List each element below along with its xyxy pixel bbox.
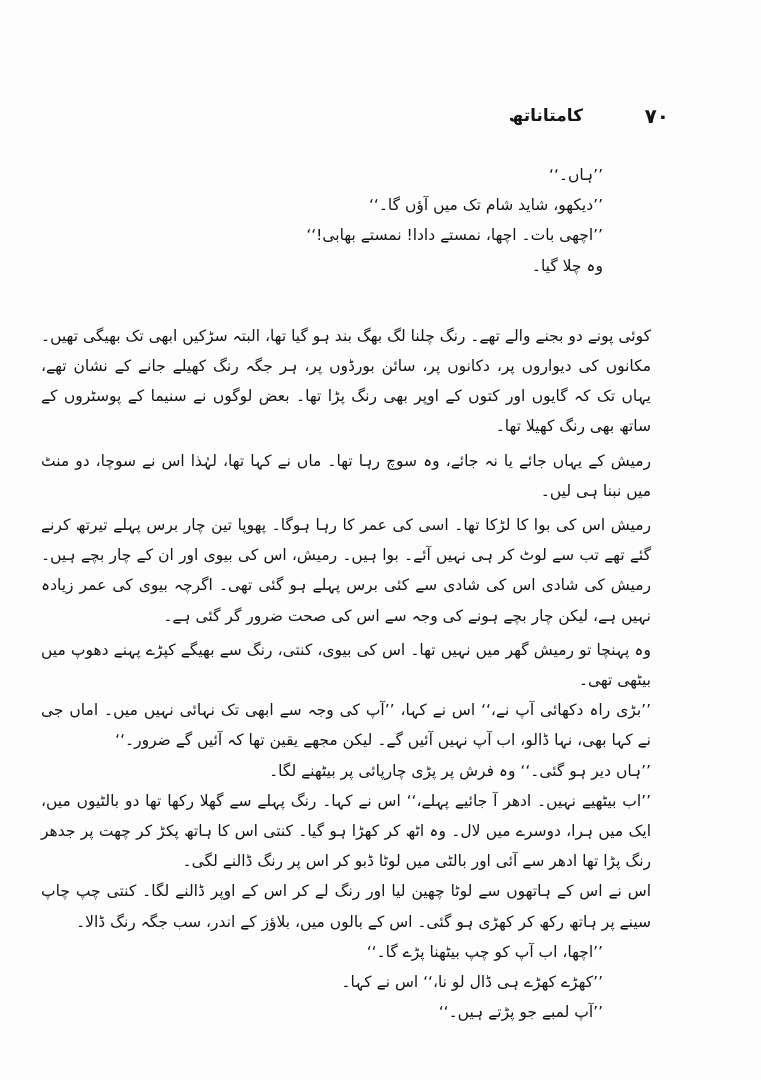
page-body — [41, 160, 651, 1027]
dialogue-line: ’’اچھی بات۔ اچھا، نمستے دادا! نمستے بھابی!‘‘ — [306, 226, 603, 245]
dialogue-line: ’’دیکھو، شاید شام تک میں آؤں گا۔‘‘ — [369, 196, 603, 215]
page-number: ۷۰ — [644, 104, 669, 128]
paragraph: رمیش کے یہاں جائے یا نہ جائے، وہ سوچ رہا تھا۔ ماں نے کہا تھا، لہٰذا اس نے سوچا، دو منٹ میں نبنا ہی لیں۔ — [41, 451, 651, 500]
dialogue-line: ’’کھڑے کھڑے ہی ڈال لو نا،‘‘ اس نے کہا۔ — [341, 973, 603, 992]
paragraph: ’’اب بیٹھیے نہیں۔ ادھر آ جائیے پہلے،‘‘ اس نے کہا۔ رنگ پہلے سے گھلا رکھا تھا دو بالٹیوں میں، ایک میں ہرا، دوسرے میں لال۔ وہ اٹھ کر کھڑا ہو گیا۔ کنتی اس کا ہاتھ پکڑ کر چھت پر جدھر رنگ پڑا تھا ادھر سے آئی اور بالٹی میں لوٹا ڈبو کر اس پر رنگ ڈالنے لگی۔ — [41, 791, 651, 871]
dialogue-line: ’’آپ لمبے جو پڑتے ہیں۔‘‘ — [438, 1003, 603, 1022]
running-title: کامتاناتھ — [508, 106, 583, 126]
paragraph: اس نے اس کے ہاتھوں سے لوٹا چھین لیا اور رنگ لے کر اس کے اوپر ڈالنے لگا۔ کنتی چپ چاپ سینے پر ہاتھ رکھ کر کھڑی ہو گئی۔ اس کے بالوں میں، بلاؤز کے اندر، سب جگہ رنگ ڈالا۔ — [41, 882, 651, 931]
dialogue-line: ’’اچھا، اب آپ کو چپ بیٹھنا پڑے گا۔‘‘ — [366, 942, 603, 961]
paragraph: رمیش اس کی بوا کا لڑکا تھا۔ اسی کی عمر کا رہا ہوگا۔ پھوپا تین چار برس پہلے تیرتھ کرنے گئے تھے تب سے لوٹ کر ہی نہیں آئے۔ بوا ہیں۔ رمیش، اس کی بیوی اور ان کے چار بچے ہیں۔ رمیش کی شادی اس کی شادی سے کئی برس پہلے ہو گئی تھی۔ اگرچہ بیوی کی عمر زیادہ نہیں ہے، لیکن چار بچے ہونے کی وجہ سے اس کی صحت ضرور گر گئی ہے۔ — [41, 516, 651, 625]
narration-line: وہ چلا گیا۔ — [531, 256, 603, 275]
paragraph: ’’ہاں دیر ہو گئی۔‘‘ وہ فرش پر پڑی چارپائی پر بیٹھنے لگا۔ — [269, 761, 651, 780]
page-header — [0, 104, 761, 134]
paragraph: کوئی پونے دو بجنے والے تھے۔ رنگ چلنا لگ بھگ بند ہو گیا تھا، البتہ سڑکیں ابھی تک بھیگی تھیں۔ مکانوں کی دیواروں پر، دکانوں پر، سائن بورڈوں پر، ہر جگہ رنگ کھیلے جانے کے نشان تھے، یہاں تک کہ گایوں اور کتوں کے اوپر بھی رنگ پڑا تھا۔ بعض لوگوں نے سنیما کے پوسٹروں کے ساتھ بھی رنگ کھیلا تھا۔ — [41, 326, 651, 436]
paragraph: وہ پہنچا تو رمیش گھر میں نہیں تھا۔ اس کی بیوی، کنتی، رنگ سے بھیگے کپڑے پہنے دھوپ میں بیٹھی تھی۔ — [41, 640, 651, 690]
dialogue-line: ’’ہاں۔‘‘ — [549, 166, 603, 184]
paragraph: ’’بڑی راہ دکھائی آپ نے،‘‘ اس نے کہا، ’’آپ کی وجہ سے ابھی تک نہائی نہیں میں۔ اماں جی نے کہا بھی، نہا ڈالو، اب آپ نہیں آئیں گے۔ لیکن مجھے یقین تھا کہ آئیں گے ضرور۔‘‘ — [41, 701, 651, 750]
